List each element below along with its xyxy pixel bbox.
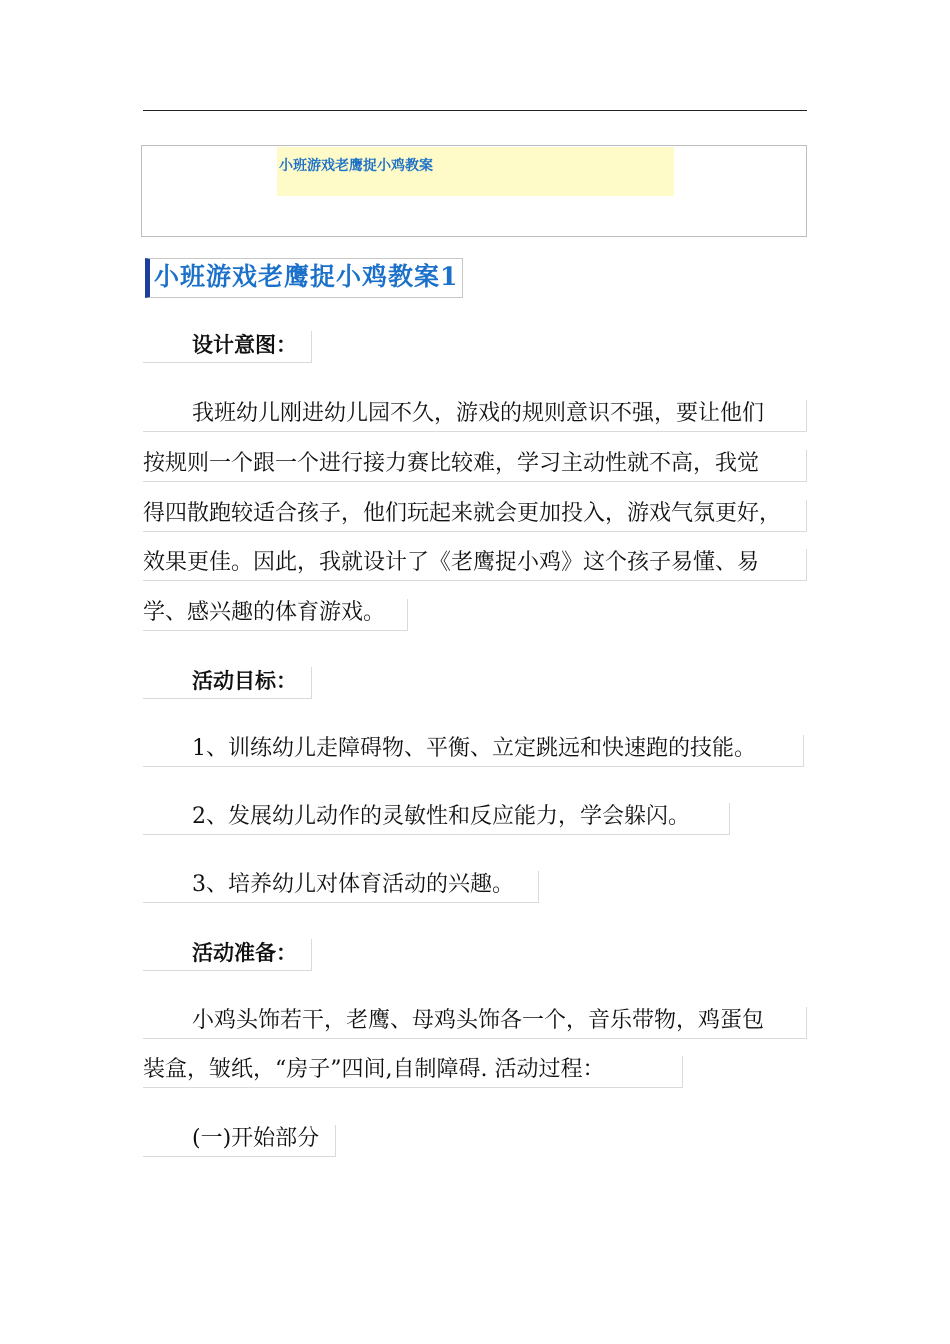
- section-heading-design: 设计意图：: [143, 331, 312, 363]
- paragraph-line: 装盒，皱纸，“房子”四间,自制障碍. 活动过程：: [143, 1056, 683, 1088]
- paragraph-line: 得四散跑较适合孩子，他们玩起来就会更加投入，游戏气氛更好，: [143, 500, 807, 532]
- top-rule: [143, 110, 807, 111]
- document-title: 小班游戏老鹰捉小鸡教案1: [145, 258, 463, 298]
- goal-item: 1、训练幼儿走障碍物、平衡、立定跳远和快速跑的技能。: [143, 735, 804, 767]
- goal-item: 2、发展幼儿动作的灵敏性和反应能力，学会躲闪。: [143, 803, 730, 835]
- section-heading-preparation: 活动准备：: [143, 939, 312, 971]
- paragraph-line: 我班幼儿刚进幼儿园不久，游戏的规则意识不强，要让他们: [143, 400, 807, 432]
- header-box: [141, 145, 807, 237]
- paragraph-line: 按规则一个跟一个进行接力赛比较难，学习主动性就不高，我觉: [143, 450, 807, 482]
- section-heading-part1: (一)开始部分: [143, 1125, 336, 1157]
- paragraph-line: 效果更佳。因此，我就设计了《老鹰捉小鸡》这个孩子易懂、易: [143, 549, 807, 581]
- paragraph-line: 学、感兴趣的体育游戏。: [143, 599, 408, 631]
- paragraph-line: 小鸡头饰若干，老鹰、母鸡头饰各一个，音乐带物，鸡蛋包: [143, 1007, 807, 1039]
- header-label: 小班游戏老鹰捉小鸡教案: [277, 147, 674, 196]
- goal-item: 3、培养幼儿对体育活动的兴趣。: [143, 871, 539, 903]
- section-heading-goals: 活动目标：: [143, 667, 312, 699]
